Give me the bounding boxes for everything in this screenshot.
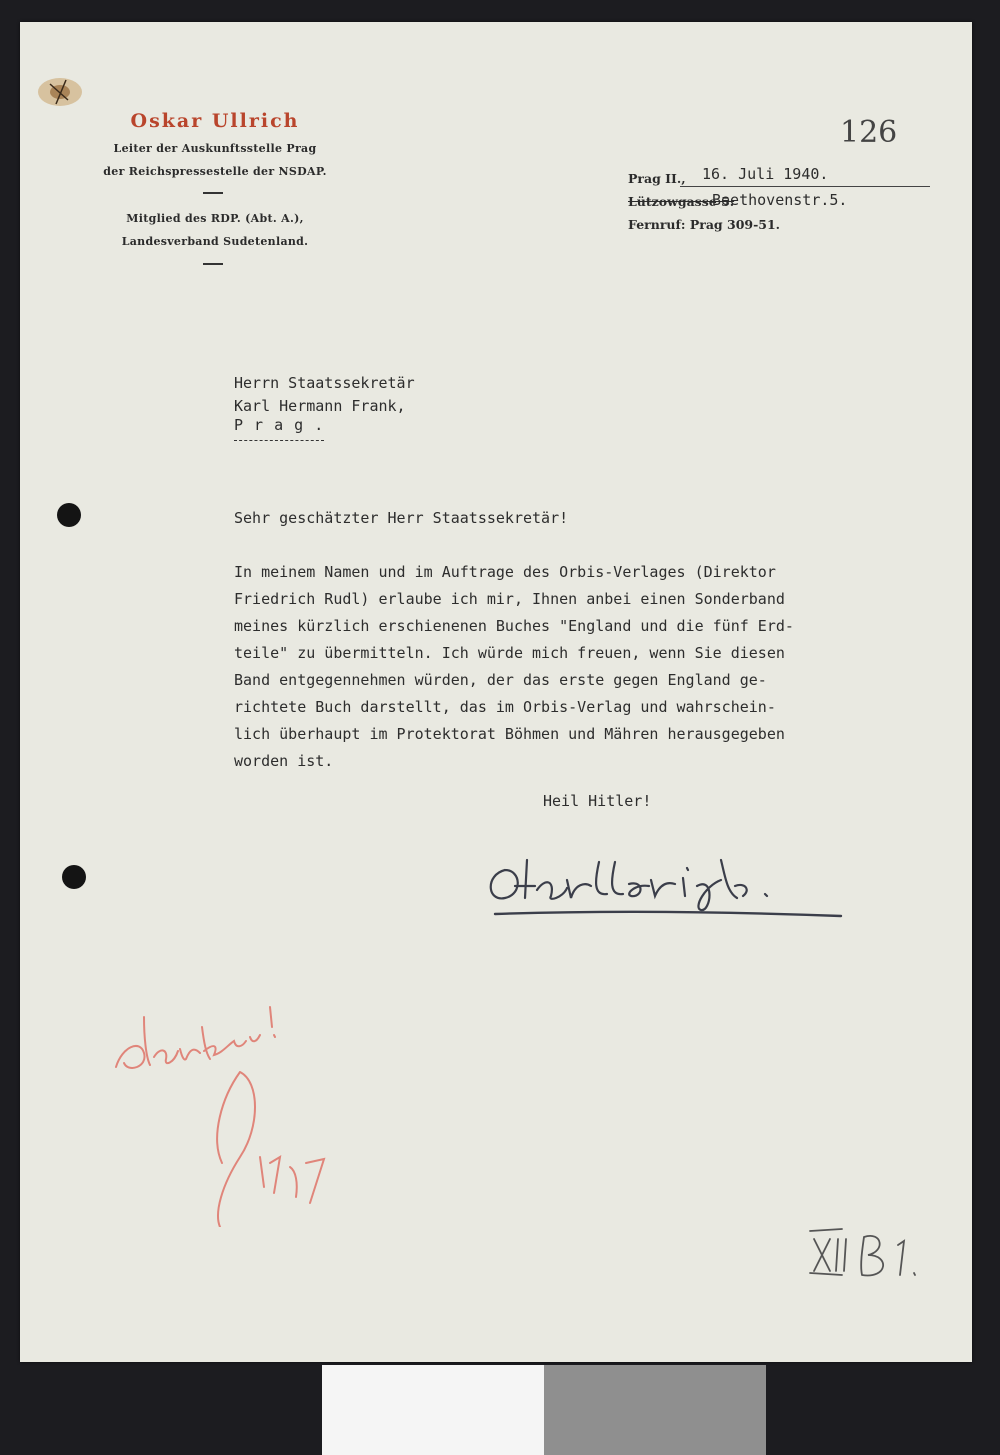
recipient-line3: P r a g . bbox=[234, 416, 325, 434]
red-annotation bbox=[110, 987, 350, 1227]
letterhead-name: Oskar Ullrich bbox=[130, 110, 300, 132]
punch-hole bbox=[62, 865, 86, 889]
body-line: lich überhaupt im Protektorat Böhmen und Mähren herausgegeben bbox=[234, 725, 785, 743]
page-number: 126 bbox=[840, 115, 898, 150]
letterhead-line2: der Reichspressestelle der NSDAP. bbox=[103, 165, 327, 178]
letterhead-line3: Mitglied des RDP. (Abt. A.), bbox=[126, 212, 304, 225]
date-underline bbox=[680, 186, 930, 187]
letterhead-divider bbox=[203, 263, 223, 265]
body-line: Friedrich Rudl) erlaube ich mir, Ihnen anbei einen Sonderband bbox=[234, 590, 785, 608]
burn-mark bbox=[30, 62, 90, 122]
body-line: In meinem Namen und im Auftrage des Orbis-Verlages (Direktor bbox=[234, 563, 776, 581]
punch-hole bbox=[57, 503, 81, 527]
letterhead-line4: Landesverband Sudetenland. bbox=[121, 235, 309, 248]
body-line: meines kürzlich erschienenen Buches "England und die fünf Erd- bbox=[234, 617, 794, 635]
street-struck: Lützowgasse 5. bbox=[628, 194, 735, 209]
city-label: Prag II., bbox=[628, 171, 686, 186]
recipient-underline bbox=[234, 440, 324, 441]
closing: Heil Hitler! bbox=[543, 792, 652, 810]
archive-mark bbox=[802, 1217, 942, 1287]
letter-page bbox=[20, 22, 972, 1362]
body-line: Band entgegennehmen würden, der das erste gegen England ge- bbox=[234, 671, 767, 689]
body-line: teile" zu übermitteln. Ich würde mich freuen, wenn Sie diesen bbox=[234, 644, 785, 662]
phone: Fernruf: Prag 309-51. bbox=[628, 217, 781, 232]
body-line: richtete Buch darstellt, das im Orbis-Verlag und wahrschein- bbox=[234, 698, 776, 716]
salutation: Sehr geschätzter Herr Staatssekretär! bbox=[234, 509, 569, 527]
letterhead-line1: Leiter der Auskunftsstelle Prag bbox=[113, 142, 317, 155]
signature bbox=[475, 840, 855, 920]
street: Beethovenstr.5. bbox=[712, 191, 848, 209]
color-strip-gray bbox=[544, 1365, 766, 1455]
letterhead-divider bbox=[203, 192, 223, 194]
color-strip-white bbox=[322, 1365, 544, 1455]
recipient-line2: Karl Hermann Frank, bbox=[234, 397, 406, 415]
letter-date: 16. Juli 1940. bbox=[702, 165, 829, 183]
body-line: worden ist. bbox=[234, 752, 334, 770]
recipient-line1: Herrn Staatssekretär bbox=[234, 374, 415, 392]
